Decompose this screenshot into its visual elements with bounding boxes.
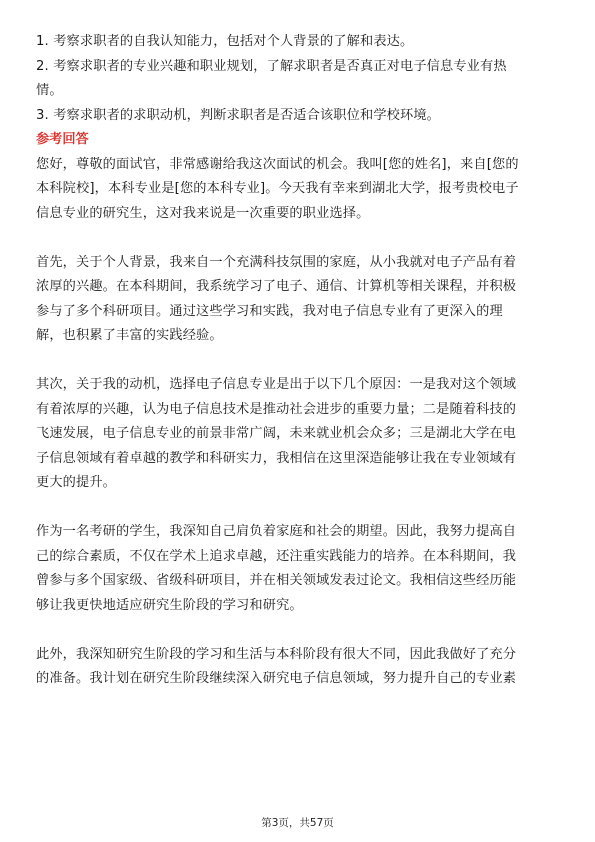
paragraph-line: 其次，关于我的动机，选择电子信息专业是出于以下几个原因：一是我对这个领域	[36, 377, 517, 392]
paragraph-line: 的准备。我计划在研究生阶段继续深入研究电子信息领域，努力提升自己的专业素	[36, 671, 517, 686]
paragraph-line: 作为一名考研的学生，我深知自己肩负着家庭和社会的期望。因此，我努力提高自	[36, 524, 517, 539]
page-number-footer: 第3页，共57页	[261, 817, 334, 829]
paragraph-responsibility	[36, 520, 560, 618]
paragraph-line: 够让我更快地适应研究生阶段的学习和研究。	[36, 597, 303, 613]
paragraph-line: 有着浓厚的兴趣，认为电子信息技术是推动社会进步的重要力量；二是随着科技的	[36, 401, 517, 417]
paragraph-line: 己的综合素质，不仅在学术上追求卓越，还注重实践能力的培养。在本科期间，我	[36, 548, 517, 564]
paragraph-gap	[36, 618, 560, 643]
paragraph-line: 飞速发展，电子信息专业的前景非常广阔，未来就业机会众多；三是湖北大学在电	[36, 426, 517, 441]
paragraph-line: 本科院校]，本科专业是[您的本科专业]。今天我有幸来到湖北大学，报考贵校电子	[36, 181, 519, 196]
paragraph-line: 更大的提升。	[36, 475, 117, 490]
document-page	[36, 30, 560, 692]
paragraph-intro	[36, 153, 560, 227]
paragraph-line: 解，也积累了丰富的实践经验。	[36, 328, 223, 343]
paragraph-line: 参与了多个科研项目。通过这些学习和实践，我对电子信息专业有了更深入的理	[36, 303, 503, 319]
paragraph-preparation	[36, 643, 560, 692]
paragraph-gap	[36, 496, 560, 521]
paragraph-line: 您好，尊敬的面试官，非常感谢给我这次面试的机会。我叫[您的姓名]，来自[您的	[36, 156, 519, 172]
paragraph-gap	[36, 226, 560, 251]
paragraph-background	[36, 251, 560, 349]
answer-heading: 参考回答	[36, 132, 89, 147]
criteria-item: 1. 考察求职者的自我认知能力，包括对个人背景的了解和表达。	[36, 34, 414, 49]
paragraph-line: 此外，我深知研究生阶段的学习和生活与本科阶段有很大不同，因此我做好了充分	[36, 646, 517, 662]
paragraph-line: 首先，关于个人背景，我来自一个充满科技氛围的家庭，从小我就对电子产品有着	[36, 254, 517, 270]
paragraph-gap	[36, 349, 560, 374]
paragraph-line: 子信息领域有着卓越的教学和科研实力，我相信在这里深造能够让我在专业领域有	[36, 450, 517, 466]
criteria-item: 3. 考察求职者的求职动机，判断求职者是否适合该职位和学校环境。	[36, 107, 441, 123]
criteria-item-continued: 情。	[36, 83, 63, 98]
paragraph-motivation	[36, 373, 560, 496]
paragraph-line: 曾参与多个国家级、省级科研项目，并在相关领域发表过论文。我相信这些经历能	[36, 573, 517, 588]
paragraph-line: 信息专业的研究生，这对我来说是一次重要的职业选择。	[36, 205, 370, 221]
criteria-list	[36, 30, 560, 128]
paragraph-line: 浓厚的兴趣。在本科期间，我系统学习了电子、通信、计算机等相关课程，并积极	[36, 279, 517, 294]
criteria-item: 2. 考察求职者的专业兴趣和职业规划，了解求职者是否真正对电子信息专业有热	[36, 58, 507, 74]
